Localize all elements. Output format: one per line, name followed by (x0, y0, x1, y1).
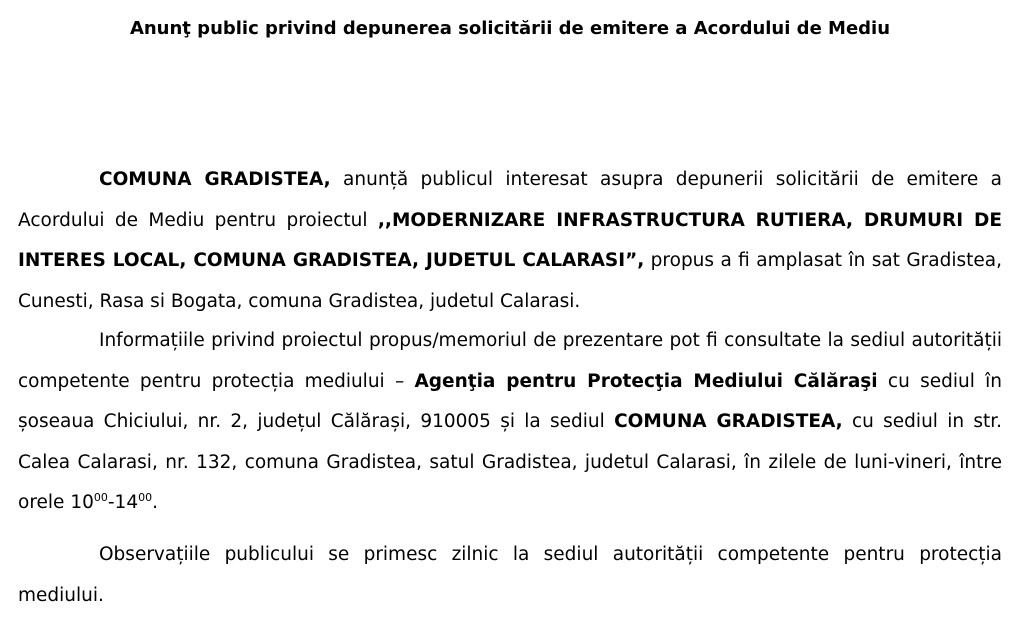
announcement-text: anunță publicul interesat asupra depunerii solicitării de emitere a Acordului de Mediu pentru proiectul (18, 169, 1002, 231)
hour-dash: - (107, 492, 115, 513)
paragraph-consultation (18, 321, 1002, 524)
document-title: Anunţ public privind depunerea solicitării de emitere a Acordului de Mediu (129, 18, 891, 39)
hour-end: 14 (114, 492, 139, 513)
schedule-text: cu sediul in str. Calea Calarasi, nr. 132, comuna Gradistea, satul Gradistea, judetul Calarasi, în zilele de luni-vineri, între orele (18, 411, 1003, 513)
location-text: propus a fi amplasat în sat Gradistea, Cunesti, Rasa si Bogata, comuna Gradistea, judetul Calarasi. (18, 250, 1002, 312)
paragraph-announcement (18, 160, 1002, 322)
agency-address-text: cu sediul în șoseaua Chiciului, nr. 2, județul Călărași, 910005 și la sediul (18, 370, 1002, 432)
observations-text: Observațiile publicului se primesc zilnic la sediul autorității competente pentru protecția mediului. (18, 544, 1002, 606)
entity-name-2: COMUNA GRADISTEA, (614, 411, 843, 432)
entity-name: COMUNA GRADISTEA, (99, 169, 331, 190)
hour-start: 10 (70, 492, 94, 513)
paragraph-observations (18, 535, 1002, 616)
hour-start-minutes: 00 (93, 491, 108, 504)
project-name: ,,MODERNIZARE INFRASTRUCTURA RUTIERA, DRUMURI DE INTERES LOCAL, COMUNA GRADISTEA, JUDETUL CALARASI”, (18, 209, 1002, 271)
agency-name: Agenţia pentru Protecţia Mediului Călăraşi (414, 370, 878, 392)
consultation-text: Informațiile privind proiectul propus/memoriul de prezentare pot fi consultate la sediul autorității competente pentru protecția mediului – (18, 330, 1002, 392)
schedule-period: . (152, 492, 158, 513)
hour-end-minutes: 00 (138, 491, 153, 504)
